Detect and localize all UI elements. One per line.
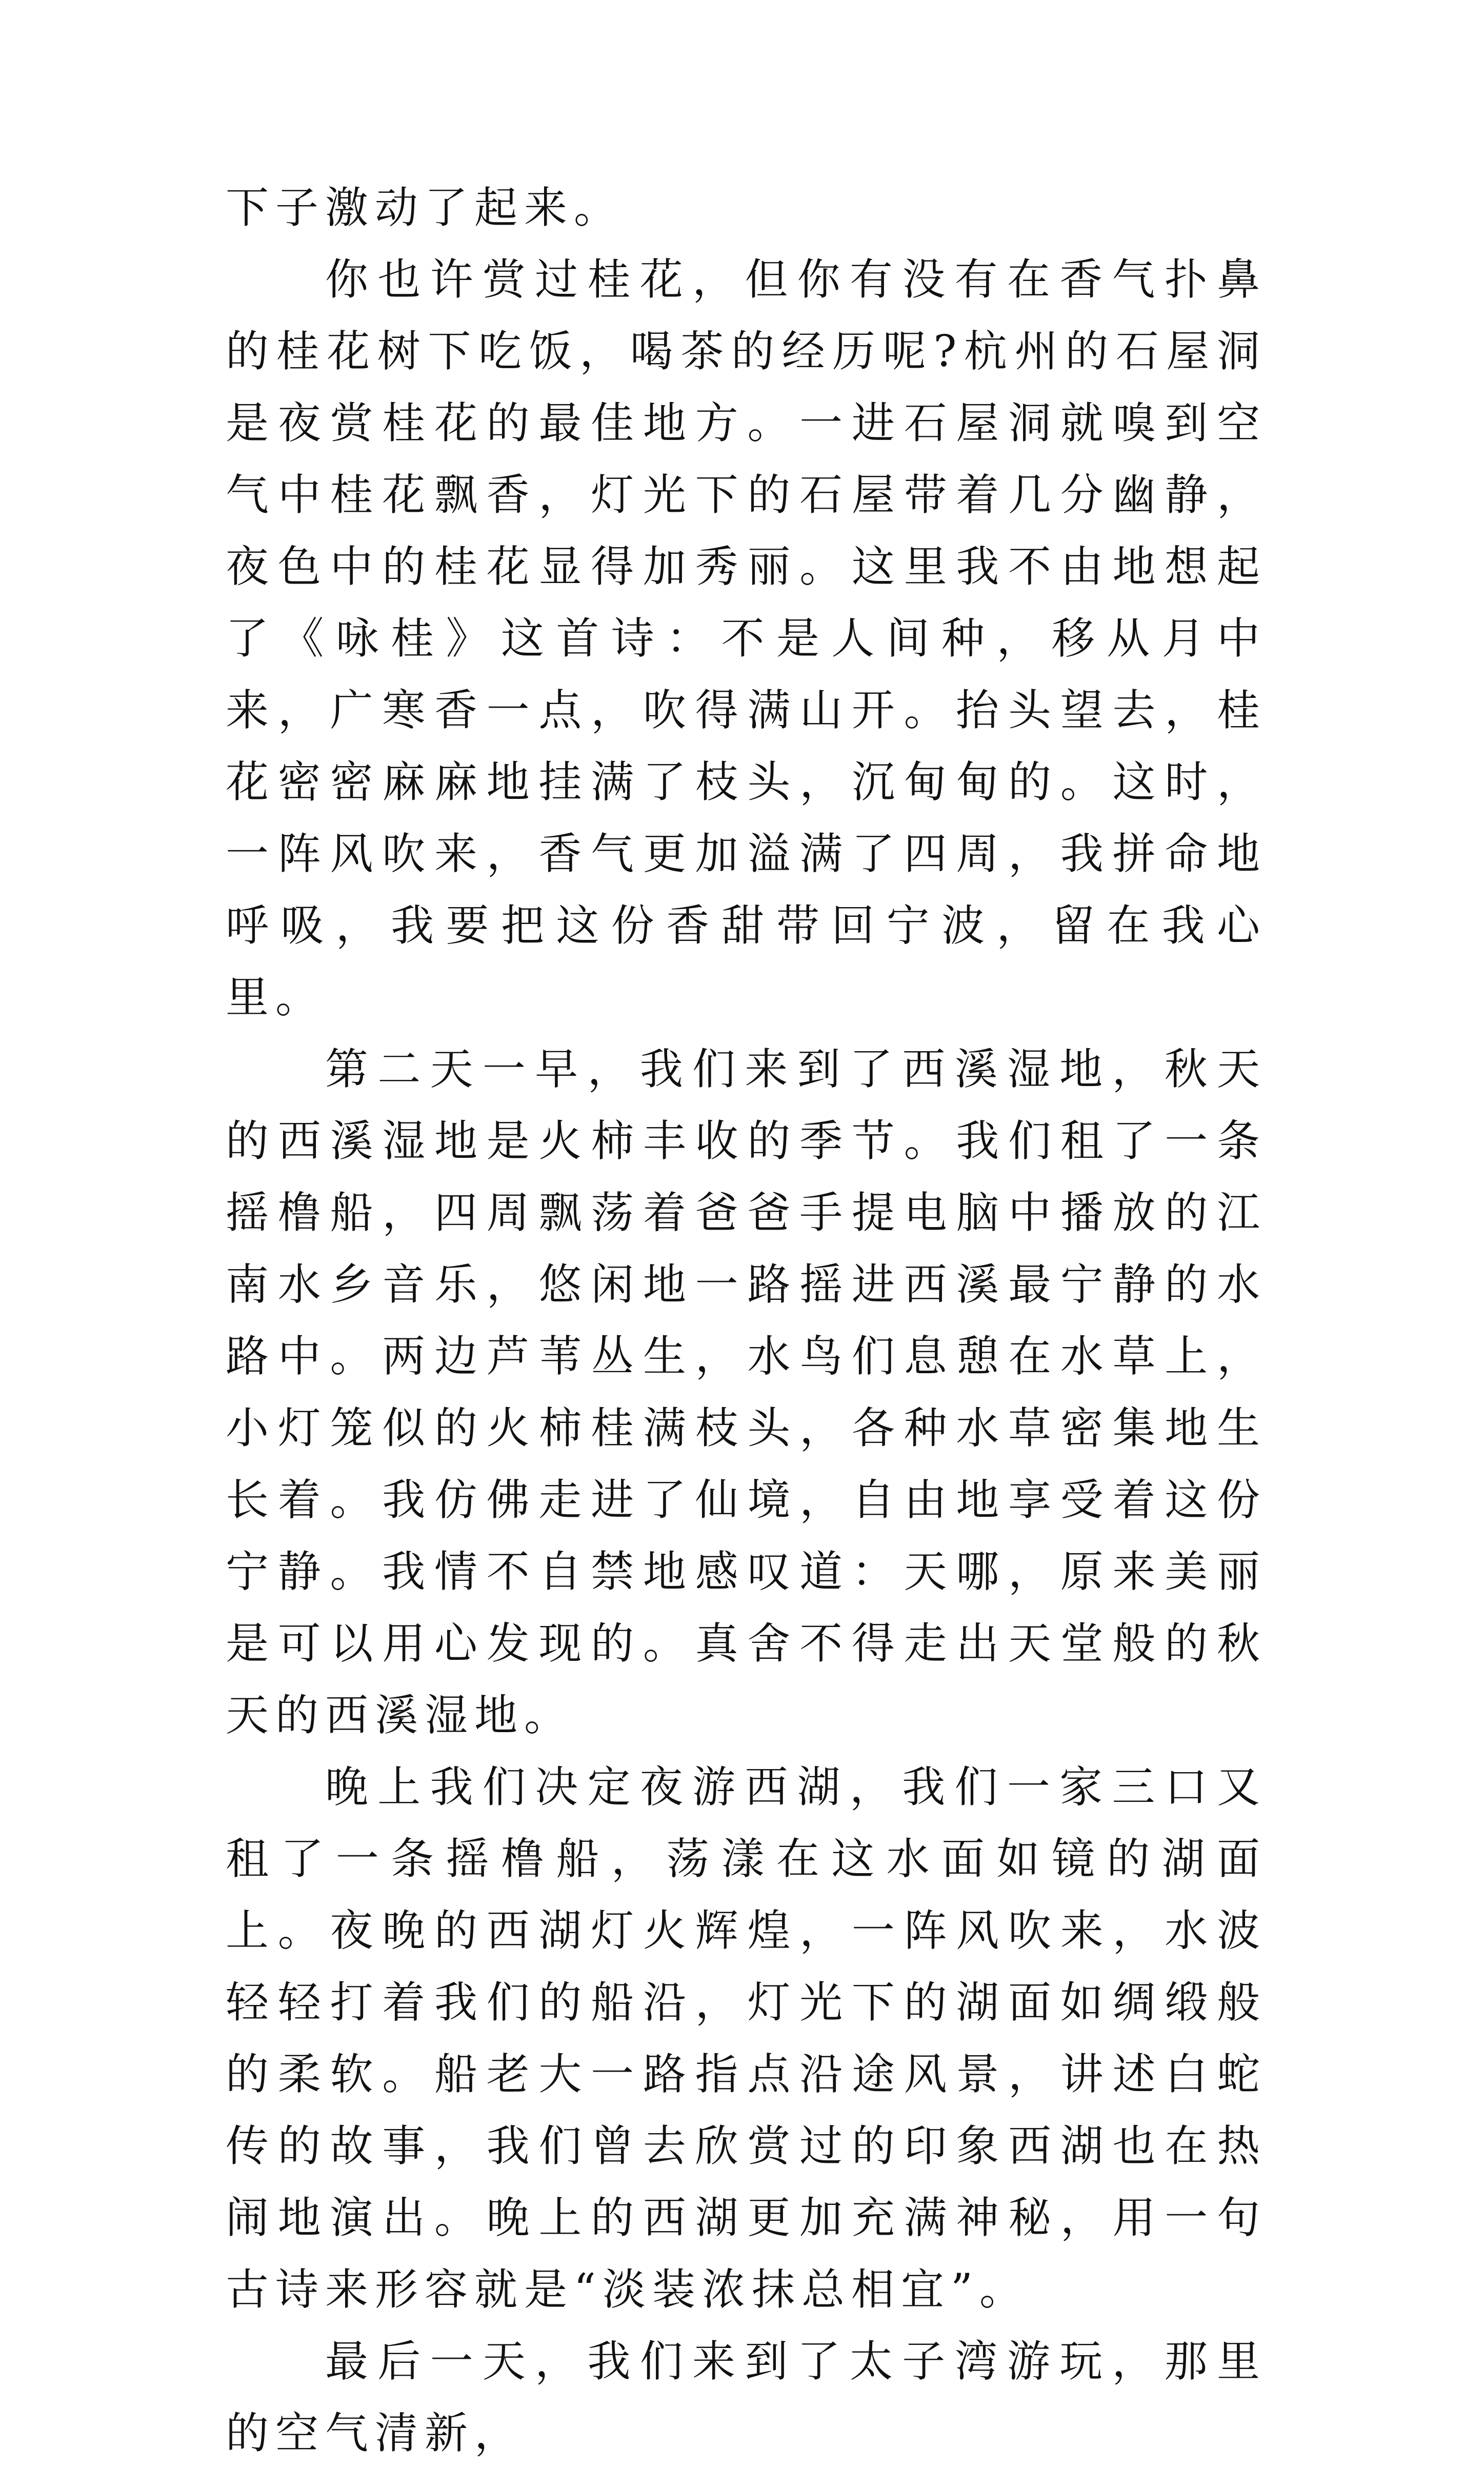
paragraph-4: 晚上我们决定夜游西湖，我们一家三口又租了一条摇橹船，荡漾在这水面如镜的湖面上。夜晚的西湖灯火辉煌，一阵风吹来，水波轻轻打着我们的船沿，灯光下的湖面如绸缎般的柔软。船老大一路指点沿途风景，讲述白蛇传的故事，我们曾去欣赏过的印象西湖也在热闹地演出。晚上的西湖更加充满神秘，用一句古诗来形容就是“淡装浓抹总相宜”。 [226, 1762, 1267, 2315]
paragraph-3: 第二天一早，我们来到了西溪湿地，秋天的西溪湿地是火柿丰收的季节。我们租了一条摇橹船，四周飘荡着爸爸手提电脑中播放的江南水乡音乐，悠闲地一路摇进西溪最宁静的水路中。两边芦苇丛生，水鸟们息憩在水草上，小灯笼似的火柿桂满枝头，各种水草密集地生长着。我仿佛走进了仙境，自由地享受着这份宁静。我情不自禁地感叹道：天哪，原来美丽是可以用心发现的。真舍不得走出天堂般的秋天的西溪湿地。 [226, 1044, 1267, 1740]
paragraph-1: 下子激动了起来。 [226, 183, 624, 233]
paragraph-2: 你也许赏过桂花，但你有没有在香气扑鼻的桂花树下吃饭，喝茶的经历呢?杭州的石屋洞是夜赏桂花的最佳地方。一进石屋洞就嗅到空气中桂花飘香，灯光下的石屋带着几分幽静，夜色中的桂花显得加秀丽。这里我不由地想起了《咏桂》这首诗：不是人间种，移从月中来，广寒香一点，吹得满山开。抬头望去，桂花密密麻麻地挂满了枝头，沉甸甸的。这时，一阵风吹来，香气更加溢满了四周，我拼命地呼吸，我要把这份香甜带回宁波，留在我心里。 [226, 254, 1267, 1022]
body-text [226, 172, 1267, 2469]
paragraph-5: 最后一天，我们来到了太子湾游玩，那里的空气清新， [226, 2336, 1267, 2458]
